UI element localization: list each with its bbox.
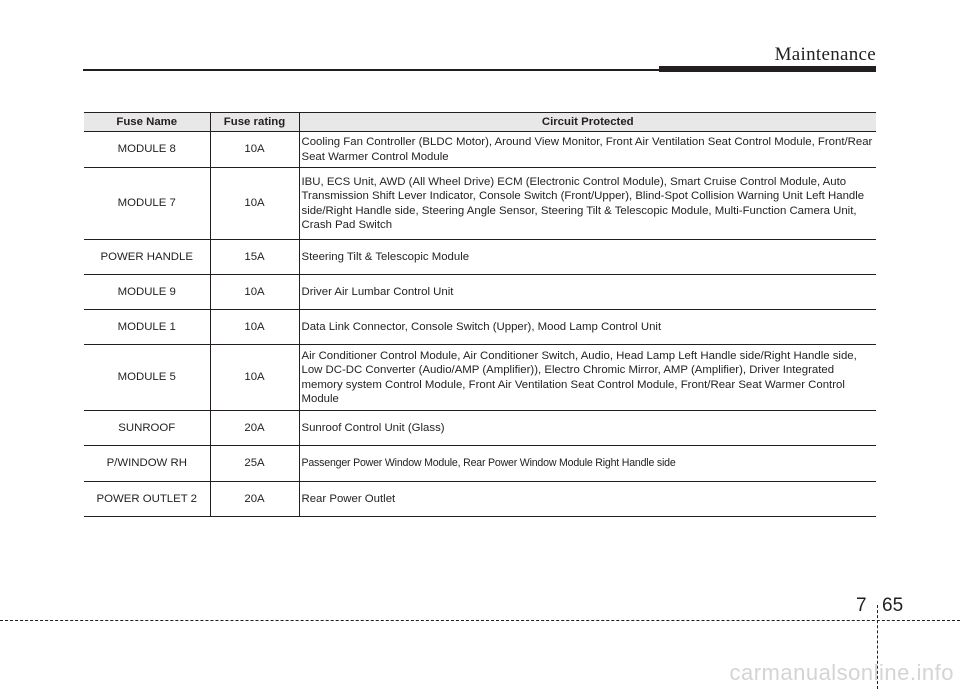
circuit-protected-cell: Rear Power Outlet — [299, 482, 876, 517]
fuse-table — [84, 112, 876, 517]
header-circuit-protected: Circuit Protected — [299, 113, 876, 132]
table-row — [84, 482, 876, 517]
page-number: 65 — [882, 595, 904, 616]
fuse-name-cell: MODULE 8 — [84, 132, 210, 168]
fuse-rating-cell: 25A — [210, 446, 299, 482]
circuit-protected-cell: Passenger Power Window Module, Rear Power Window Module Right Handle side — [299, 446, 876, 482]
fuse-rating-cell: 10A — [210, 345, 299, 411]
table-row — [84, 168, 876, 240]
table-row — [84, 132, 876, 168]
fuse-rating-cell: 10A — [210, 168, 299, 240]
header-rule-thin — [83, 69, 661, 71]
circuit-protected-cell: Driver Air Lumbar Control Unit — [299, 275, 876, 310]
fuse-name-cell: P/WINDOW RH — [84, 446, 210, 482]
table-row — [84, 310, 876, 345]
fuse-rating-cell: 20A — [210, 482, 299, 517]
fuse-name-cell: SUNROOF — [84, 411, 210, 446]
fuse-rating-cell: 10A — [210, 310, 299, 345]
fuse-name-cell: MODULE 9 — [84, 275, 210, 310]
fuse-rating-cell: 20A — [210, 411, 299, 446]
fuse-name-cell: MODULE 5 — [84, 345, 210, 411]
header-rule-thick — [659, 66, 876, 72]
circuit-protected-cell: IBU, ECS Unit, AWD (All Wheel Drive) ECM (Electronic Control Module), Smart Cruise Control Module, Auto Transmission Shift Lever Indicator, Console Switch (Front/Upper), Blind-Spot Collision Warning Unit Left Handle side/Right Handle side, Steering Angle Sensor, Steering Tilt & Telescopic Module, Multi-Function Camera Unit, Crash Pad Switch — [299, 168, 876, 240]
circuit-protected-cell: Sunroof Control Unit (Glass) — [299, 411, 876, 446]
chapter-number: 7 — [856, 595, 867, 616]
fuse-name-cell: POWER HANDLE — [84, 240, 210, 275]
circuit-protected-cell: Cooling Fan Controller (BLDC Motor), Around View Monitor, Front Air Ventilation Seat Control Module, Front/Rear Seat Warmer Control Module — [299, 132, 876, 168]
header-fuse-name: Fuse Name — [84, 113, 210, 132]
circuit-protected-cell: Air Conditioner Control Module, Air Conditioner Switch, Audio, Head Lamp Left Handle side/Right Handle side, Low DC-DC Converter (Audio/AMP (Amplifier)), Electro Chromic Mirror, AMP (Amplifier), Driver Integrated memory system Control Module, Front Air Ventilation Seat Control Module, Front/Rear Seat Warmer Control Module — [299, 345, 876, 411]
footer-dashed-rule — [0, 620, 960, 621]
header-fuse-rating: Fuse rating — [210, 113, 299, 132]
fuse-name-cell: POWER OUTLET 2 — [84, 482, 210, 517]
fuse-rating-cell: 15A — [210, 240, 299, 275]
watermark-text: carmanualsonline.info — [729, 660, 954, 685]
table-row — [84, 345, 876, 411]
table-row — [84, 411, 876, 446]
circuit-protected-cell: Steering Tilt & Telescopic Module — [299, 240, 876, 275]
fuse-name-cell: MODULE 7 — [84, 168, 210, 240]
circuit-protected-cell: Data Link Connector, Console Switch (Upper), Mood Lamp Control Unit — [299, 310, 876, 345]
table-row — [84, 240, 876, 275]
section-title: Maintenance — [774, 44, 876, 65]
table-row — [84, 446, 876, 482]
table-row — [84, 275, 876, 310]
table-header-row — [84, 113, 876, 132]
fuse-rating-cell: 10A — [210, 275, 299, 310]
fuse-rating-cell: 10A — [210, 132, 299, 168]
fuse-name-cell: MODULE 1 — [84, 310, 210, 345]
